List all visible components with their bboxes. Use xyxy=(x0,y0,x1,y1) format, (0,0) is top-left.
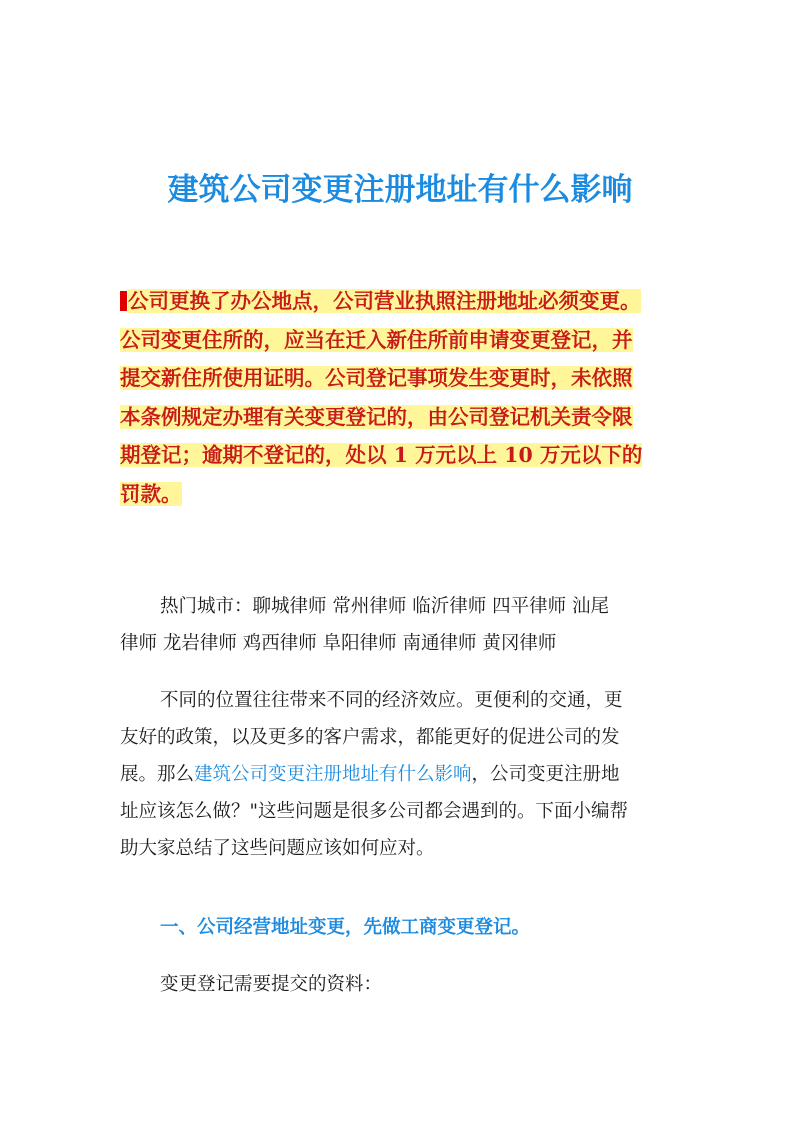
highlight-line: 罚款。 xyxy=(120,481,182,506)
highlight-line: 期登记；逾期不登记的，处以 1 万元以上 10 万元以下的 xyxy=(120,443,643,468)
hot-cities-line: 律师 龙岩律师 鸡西律师 阜阳律师 南通律师 黄冈律师 xyxy=(120,633,557,654)
highlight-line: 公司更换了办公地点，公司营业执照注册地址必须变更。 xyxy=(120,282,680,321)
highlight-line: 公司变更住所的，应当在迁入新住所前申请变更登记，并 xyxy=(120,327,633,352)
red-marker-icon xyxy=(120,291,127,311)
highlight-line: 本条例规定办理有关变更登记的，由公司登记机关责令限 xyxy=(120,404,633,429)
highlight-paragraph xyxy=(120,282,680,514)
section-heading: 一、公司经营地址变更，先做工商变更登记。 xyxy=(160,917,531,938)
intro-line: 助大家总结了这些问题应该如何应对。 xyxy=(120,838,435,859)
hot-cities-line: 热门城市：聊城律师 常州律师 临沂律师 四平律师 汕尾 xyxy=(160,596,610,617)
intro-line: 展。那么建筑公司变更注册地址有什么影响，公司变更注册地 xyxy=(120,764,620,785)
highlight-line: 提交新住所使用证明。公司登记事项发生变更时，未依照 xyxy=(120,366,633,391)
intro-paragraph xyxy=(120,682,680,867)
intro-line: 不同的位置往往带来不同的经济效应。更便利的交通，更 xyxy=(160,690,623,711)
hot-cities-paragraph xyxy=(120,588,680,662)
intro-line: 友好的政策，以及更多的客户需求，都能更好的促进公司的发 xyxy=(120,727,620,748)
article-title-link[interactable]: 建筑公司变更注册地址有什么影响 xyxy=(194,764,472,785)
page-title: 建筑公司变更注册地址有什么影响 xyxy=(167,172,633,208)
intro-line: 址应该怎么做？"这些问题是很多公司都会遇到的。下面小编帮 xyxy=(120,801,629,822)
materials-label: 变更登记需要提交的资料： xyxy=(160,974,383,995)
